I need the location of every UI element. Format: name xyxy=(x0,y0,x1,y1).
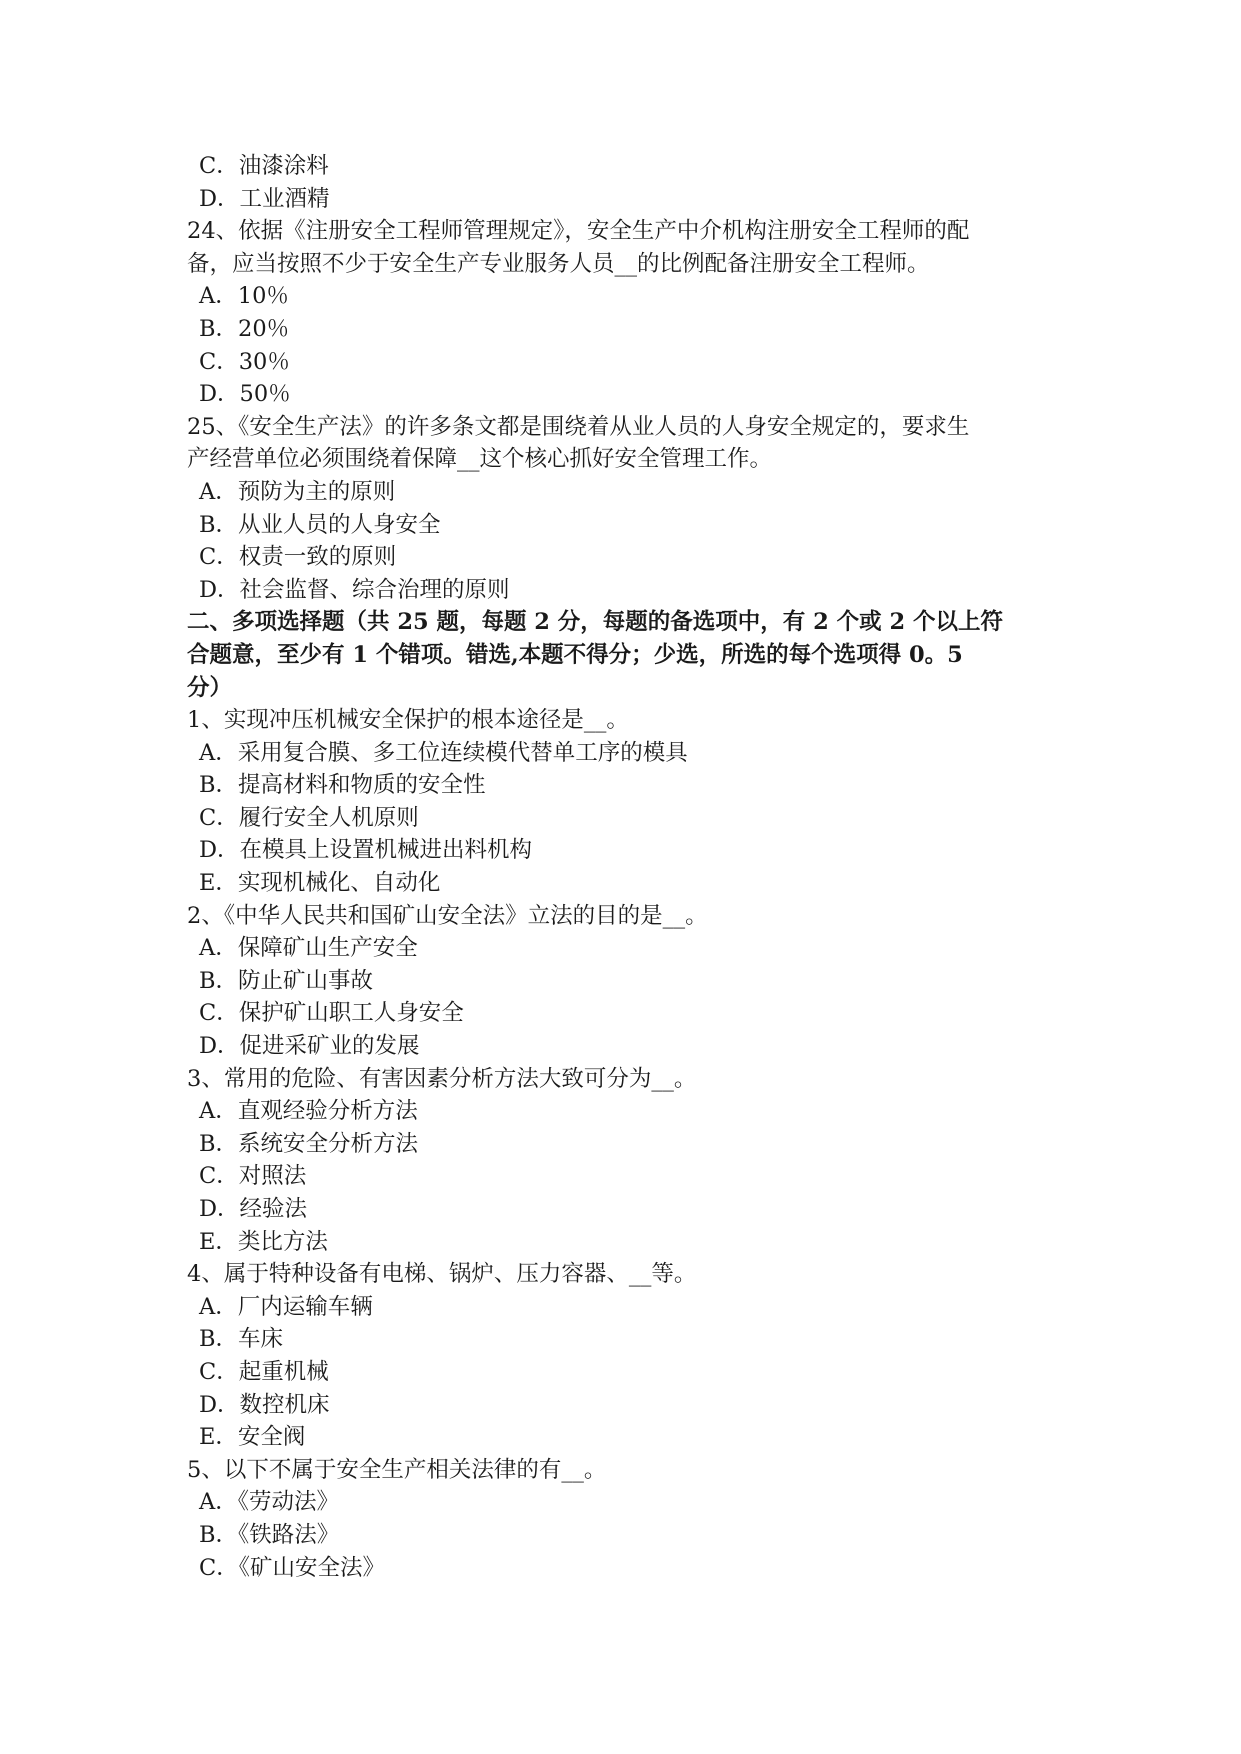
answer-option: C．履行安全人机原则 xyxy=(199,804,419,831)
answer-option: D．数控机床 xyxy=(199,1391,330,1418)
question-text-line: 3、常用的危险、有害因素分析方法大致可分为__。 xyxy=(187,1065,697,1092)
answer-option: B．《铁路法》 xyxy=(199,1521,340,1548)
section-heading-line: 分） xyxy=(187,674,233,701)
answer-option: E．安全阀 xyxy=(199,1424,306,1451)
document-page xyxy=(187,150,1057,1584)
answer-option: B．防止矿山事故 xyxy=(199,967,374,994)
answer-option: A．10％ xyxy=(199,283,289,310)
answer-option: C．权责一致的原则 xyxy=(199,544,397,571)
question-text-line: 5、以下不属于安全生产相关法律的有__。 xyxy=(187,1456,607,1483)
question-text-line: 产经营单位必须围绕着保障__这个核心抓好安全管理工作。 xyxy=(187,446,773,473)
answer-option: D．50％ xyxy=(199,381,291,408)
answer-option: C．对照法 xyxy=(199,1163,307,1190)
answer-option: A．预防为主的原则 xyxy=(199,478,396,505)
question-text-line: 25、《安全生产法》的许多条文都是围绕着从业人员的人身安全规定的，要求生 xyxy=(187,413,970,440)
section-heading-line: 二、多项选择题（共 25 题，每题 2 分，每题的备选项中，有 2 个或 2 个以上符 xyxy=(187,609,1003,636)
question-text-line: 1、实现冲压机械安全保护的根本途径是__。 xyxy=(187,707,629,734)
answer-option: E．类比方法 xyxy=(199,1228,328,1255)
answer-option: D．促进采矿业的发展 xyxy=(199,1033,420,1060)
answer-option: A．《劳动法》 xyxy=(199,1489,339,1516)
answer-option: C．保护矿山职工人身安全 xyxy=(199,1000,464,1027)
answer-option: A．直观经验分析方法 xyxy=(199,1098,418,1125)
answer-option: D．在模具上设置机械进出料机构 xyxy=(199,837,533,864)
answer-option: D．经验法 xyxy=(199,1196,308,1222)
answer-option: C．30％ xyxy=(199,348,290,375)
answer-option: C．油漆涂料 xyxy=(199,153,329,179)
answer-option: A．采用复合膜、多工位连续模代替单工序的模具 xyxy=(199,739,688,766)
answer-option: E．实现机械化、自动化 xyxy=(199,870,441,897)
answer-option: A．厂内运输车辆 xyxy=(199,1293,373,1320)
question-text-line: 备，应当按照不少于安全生产专业服务人员__的比例配备注册安全工程师。 xyxy=(187,250,930,277)
question-text-line: 4、属于特种设备有电梯、锅炉、压力容器、__等。 xyxy=(187,1261,697,1288)
answer-option: D．工业酒精 xyxy=(199,185,330,212)
answer-option: B．系统安全分析方法 xyxy=(199,1130,419,1157)
answer-option: B．提高材料和物质的安全性 xyxy=(199,772,486,799)
answer-option: D．社会监督、综合治理的原则 xyxy=(199,576,510,603)
section-heading-line: 合题意，至少有 1 个错项。错选,本题不得分；少选，所选的每个选项得 0。5 xyxy=(187,641,963,668)
answer-option: B．从业人员的人身安全 xyxy=(199,511,441,538)
answer-option: B．车床 xyxy=(199,1326,284,1353)
answer-option: C．起重机械 xyxy=(199,1358,329,1385)
answer-option: A．保障矿山生产安全 xyxy=(199,935,418,962)
question-text-line: 24、依据《注册安全工程师管理规定》，安全生产中介机构注册安全工程师的配 xyxy=(187,218,970,245)
answer-option: B．20％ xyxy=(199,315,290,342)
question-text-line: 2、《中华人民共和国矿山安全法》立法的目的是__。 xyxy=(187,902,708,929)
answer-option: C．《矿山安全法》 xyxy=(199,1554,385,1581)
